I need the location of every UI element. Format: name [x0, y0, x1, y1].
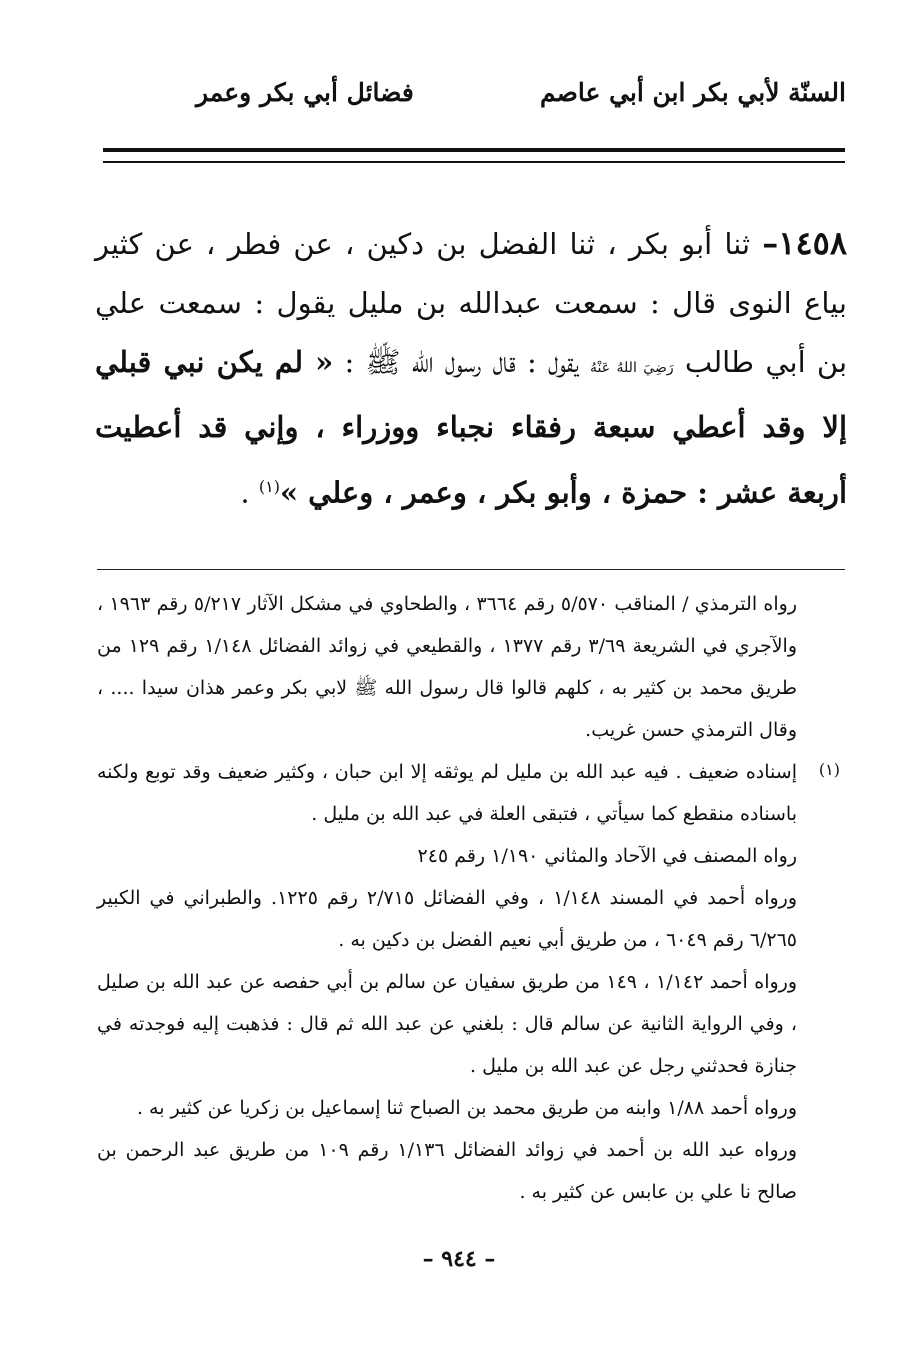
- hadith-matn: « لم يكن نبي قبلي إلا وقد أعطي سبعة رفقاء نجباء ووزراء ، وإني قد أعطيت أربعة عشر : حمزة ، وأبو بكر ، وعمر ، وعلي »: [95, 345, 847, 510]
- hadith-end: .: [240, 475, 250, 510]
- hadith-number-dash: –: [762, 224, 779, 262]
- hadith-text: [95, 214, 847, 523]
- footnote-separator: [97, 569, 845, 570]
- hadith-number: ١٤٥٨: [778, 224, 847, 262]
- footnotes-section: [97, 583, 797, 1213]
- header-rule-thin: [103, 161, 845, 163]
- header-rule-thick: [103, 148, 845, 152]
- footnote-paragraph: ورواه أحمد ١/٨٨ وابنه من طريق محمد بن الصباح ثنا إسماعيل بن زكريا عن كثير به .: [136, 1097, 797, 1119]
- hadith-isnad: ثنا أبو بكر ، ثنا الفضل بن دكين ، عن فطر ، عن كثير بياع النوى قال : سمعت عبدالله بن مليل يقول : سمعت علي بن أبي طالب: [95, 227, 848, 379]
- honorific-glyph: رَضِيَ اللهُ عَنْهُ: [589, 360, 674, 376]
- footnote-paragraph: ورواه أحمد ١/١٤٢ ، ١٤٩ من طريق سفيان عن سالم بن أبي حفصه عن عبد الله بن صليل ، وفي الرواية الثانية عن سالم قال : بلغني عن عبد الله ثم قال : فذهبت إليه فوجدته في جنازة فحدثني رجل عن عبد الله بن مليل .: [97, 971, 797, 1077]
- footnote-marker: (١): [818, 760, 840, 779]
- footnote-paragraph: ورواه أحمد في المسند ١/١٤٨ ، وفي الفضائل ٢/٧١٥ رقم ١٢٢٥. والطبراني في الكبير ٦/٢٦٥ رقم ٦٠٤٩ ، من طريق أبي نعيم الفضل بن دكين به .: [97, 887, 798, 951]
- footnote-paragraph: رواه الترمذي / المناقب ٥/٥٧٠ رقم ٣٦٦٤ ، والطحاوي في مشكل الآثار ٥/٢١٧ رقم ١٩٦٣ ، والآجري في الشريعة ٣/٦٩ رقم ١٣٧٧ ، والقطيعي في زوائد الفضائل ١/١٤٨ رقم ١٢٩ من طريق محمد بن كثير به ، كلهم قالوا قال رسول الله ﷺ لابي بكر وعمر هذان سيدا .... ، وقال الترمذي حسن غريب.: [97, 593, 798, 741]
- footnote-paragraph: رواه المصنف في الآحاد والمثاني ١/١٩٠ رقم ٢٤٥: [417, 845, 797, 867]
- running-header-book-title: السنّة لأبي بكر ابن أبي عاصم: [539, 78, 846, 107]
- footnote-paragraph: ورواه عبد الله بن أحمد في زوائد الفضائل ١/١٣٦ رقم ١٠٩ من طريق عبد الرحمن بن صالح نا علي بن عابس عن كثير به .: [97, 1139, 797, 1203]
- page-number: – ٩٤٤ –: [422, 1246, 496, 1272]
- hadith-said: يقول : قال رسول الله ﷺ :: [344, 345, 579, 379]
- running-header-chapter-title: فضائل أبي بكر وعمر: [196, 78, 414, 107]
- footnote-paragraph: إسناده ضعيف . فيه عبد الله بن مليل لم يوثقه إلا ابن حبان ، وكثير ضعيف وقد توبع ولكنه باسناده منقطع كما سيأتي ، فتبقى العلة في عبد الله بن مليل .: [97, 761, 797, 825]
- footnote-reference: (١): [258, 477, 280, 496]
